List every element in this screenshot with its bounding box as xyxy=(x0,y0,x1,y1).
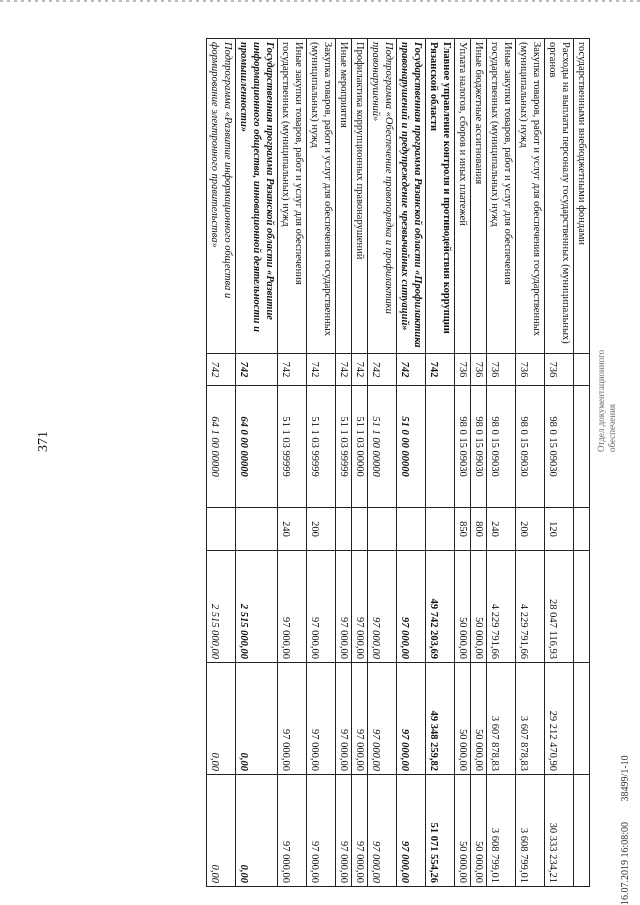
amount-year-2: 0,00 xyxy=(207,663,236,775)
expense-type-code: 200 xyxy=(516,508,545,551)
amount-year-2: 3 607 878,83 xyxy=(487,663,516,775)
target-article-code: 51 0 00 00000 xyxy=(397,386,426,508)
expense-type-code xyxy=(236,508,278,551)
amount-year-2: 3 607 878,83 xyxy=(516,663,545,775)
target-article-code: 98 0 15 09030 xyxy=(545,386,574,508)
department-stamp xyxy=(596,350,618,452)
row-name: Иные мероприятия xyxy=(336,39,352,354)
department-code: 742 xyxy=(336,354,352,386)
amount-year-1: 50 000,00 xyxy=(455,551,471,663)
amount-year-3: 0,00 xyxy=(236,775,278,887)
amount-year-1: 4 229 791,66 xyxy=(487,551,516,663)
table-row xyxy=(336,39,352,887)
amount-year-2: 49 348 259,82 xyxy=(426,663,455,775)
amount-year-2: 50 000,00 xyxy=(471,663,487,775)
expense-type-code xyxy=(574,508,590,551)
department-code: 742 xyxy=(207,354,236,386)
target-article-code: 98 0 15 09030 xyxy=(471,386,487,508)
target-article-code: 98 0 15 09030 xyxy=(487,386,516,508)
amount-year-1: 97 000,00 xyxy=(307,551,336,663)
table-row xyxy=(368,39,397,887)
amount-year-2: 97 000,00 xyxy=(352,663,368,775)
target-article-code xyxy=(574,386,590,508)
target-article-code: 51 1 03 99999 xyxy=(278,386,307,508)
amount-year-2: 97 000,00 xyxy=(397,663,426,775)
expense-type-code: 200 xyxy=(307,508,336,551)
table-row xyxy=(574,39,590,887)
table-row xyxy=(471,39,487,887)
page-number: 371 xyxy=(36,431,51,452)
amount-year-2: 29 212 470,90 xyxy=(545,663,574,775)
row-name: Иные бюджетные ассигнования xyxy=(471,39,487,354)
target-article-code: 51 1 03 99999 xyxy=(307,386,336,508)
amount-year-3 xyxy=(574,775,590,887)
amount-year-1 xyxy=(574,551,590,663)
amount-year-1: 2 515 000,00 xyxy=(207,551,236,663)
document-id: 38499/1-10 xyxy=(620,755,631,802)
row-name: Главное управление контроля и противодействия коррупции Рязанской области xyxy=(426,39,455,354)
target-article-code: 51 1 03 00000 xyxy=(352,386,368,508)
amount-year-3: 97 000,00 xyxy=(278,775,307,887)
department-code: 736 xyxy=(487,354,516,386)
expense-type-code: 120 xyxy=(545,508,574,551)
table-row xyxy=(352,39,368,887)
expense-type-code: 240 xyxy=(278,508,307,551)
print-footer xyxy=(620,737,631,905)
row-name: Государственная программа Рязанской области «Развитие информационного общества, инновационной деятельности и промышленности» xyxy=(236,39,278,354)
row-name: Профилактика коррупционных правонарушений xyxy=(352,39,368,354)
amount-year-1: 50 000,00 xyxy=(471,551,487,663)
amount-year-1: 28 047 116,93 xyxy=(545,551,574,663)
amount-year-3: 3 608 799,01 xyxy=(487,775,516,887)
row-name: Государственная программа Рязанской области «Профилактика правонарушений и предупреждение чрезвычайных ситуаций» xyxy=(397,39,426,354)
table-row xyxy=(426,39,455,887)
amount-year-3: 97 000,00 xyxy=(397,775,426,887)
amount-year-2: 0,00 xyxy=(236,663,278,775)
table-row xyxy=(455,39,471,887)
expense-type-code: 850 xyxy=(455,508,471,551)
department-code: 742 xyxy=(426,354,455,386)
department-code: 742 xyxy=(236,354,278,386)
amount-year-2: 97 000,00 xyxy=(336,663,352,775)
amount-year-2 xyxy=(574,663,590,775)
expense-type-code xyxy=(426,508,455,551)
amount-year-1: 49 742 203,69 xyxy=(426,551,455,663)
table-row xyxy=(278,39,307,887)
row-name: Подпрограмма «Развитие информационного общества и формирование электронного правительства» xyxy=(207,39,236,354)
department-code: 742 xyxy=(397,354,426,386)
budget-table xyxy=(206,38,590,887)
row-name: Иные закупки товаров, работ и услуг для обеспечения государственных (муниципальных) нужд xyxy=(487,39,516,354)
amount-year-3: 30 333 234,21 xyxy=(545,775,574,887)
department-code: 736 xyxy=(455,354,471,386)
budget-table-container xyxy=(80,38,590,886)
target-article-code: 98 0 15 09030 xyxy=(516,386,545,508)
department-code: 742 xyxy=(368,354,397,386)
row-name: Закупка товаров, работ и услуг для обеспечения государственных (муниципальных) нужд xyxy=(307,39,336,354)
amount-year-2: 97 000,00 xyxy=(278,663,307,775)
row-name: Уплата налогов, сборов и иных платежей xyxy=(455,39,471,354)
department-code: 736 xyxy=(516,354,545,386)
row-name: Иные закупки товаров, работ и услуг для обеспечения государственных (муниципальных) нужд xyxy=(278,39,307,354)
print-datetime: 16.07.2019 16:08:00 xyxy=(620,821,631,905)
row-name: государственными внебюджетными фондами xyxy=(574,39,590,354)
amount-year-2: 50 000,00 xyxy=(455,663,471,775)
amount-year-1: 97 000,00 xyxy=(397,551,426,663)
amount-year-2: 97 000,00 xyxy=(368,663,397,775)
table-row xyxy=(236,39,278,887)
amount-year-3: 51 071 554,26 xyxy=(426,775,455,887)
scan-artifact-line xyxy=(0,0,640,2)
expense-type-code: 240 xyxy=(487,508,516,551)
department-code: 742 xyxy=(352,354,368,386)
department-code: 736 xyxy=(471,354,487,386)
department-code: 736 xyxy=(545,354,574,386)
amount-year-1: 97 000,00 xyxy=(368,551,397,663)
amount-year-3: 97 000,00 xyxy=(368,775,397,887)
department-code: 742 xyxy=(307,354,336,386)
table-row xyxy=(545,39,574,887)
amount-year-3: 3 608 799,01 xyxy=(516,775,545,887)
expense-type-code: 800 xyxy=(471,508,487,551)
table-row xyxy=(516,39,545,887)
department-code xyxy=(574,354,590,386)
expense-type-code xyxy=(352,508,368,551)
amount-year-1: 2 515 000,00 xyxy=(236,551,278,663)
expense-type-code xyxy=(207,508,236,551)
stamp-line-1: Отдел документационного xyxy=(596,349,606,452)
target-article-code: 51 1 03 99999 xyxy=(336,386,352,508)
table-row xyxy=(207,39,236,887)
amount-year-3: 97 000,00 xyxy=(336,775,352,887)
amount-year-3: 97 000,00 xyxy=(307,775,336,887)
target-article-code: 64 1 00 00000 xyxy=(207,386,236,508)
amount-year-1: 4 229 791,66 xyxy=(516,551,545,663)
table-row xyxy=(487,39,516,887)
amount-year-3: 97 000,00 xyxy=(352,775,368,887)
table-row xyxy=(307,39,336,887)
target-article-code xyxy=(426,386,455,508)
expense-type-code xyxy=(368,508,397,551)
target-article-code: 98 0 15 09030 xyxy=(455,386,471,508)
amount-year-1: 97 000,00 xyxy=(336,551,352,663)
table-row xyxy=(397,39,426,887)
department-code: 742 xyxy=(278,354,307,386)
amount-year-2: 97 000,00 xyxy=(307,663,336,775)
expense-type-code xyxy=(336,508,352,551)
row-name: Закупка товаров, работ и услуг для обеспечения государственных (муниципальных) нужд xyxy=(516,39,545,354)
amount-year-3: 0,00 xyxy=(207,775,236,887)
expense-type-code xyxy=(397,508,426,551)
amount-year-3: 50 000,00 xyxy=(455,775,471,887)
budget-table-body xyxy=(207,39,590,887)
row-name: Расходы на выплаты персоналу государственных (муниципальных) органов xyxy=(545,39,574,354)
amount-year-1: 97 000,00 xyxy=(278,551,307,663)
target-article-code: 64 0 00 00000 xyxy=(236,386,278,508)
amount-year-1: 97 000,00 xyxy=(352,551,368,663)
target-article-code: 51 1 00 00000 xyxy=(368,386,397,508)
stamp-line-2: обеспечения xyxy=(607,403,617,452)
amount-year-3: 50 000,00 xyxy=(471,775,487,887)
row-name: Подпрограмма «Обеспечение правопорядка и профилактики правонарушений» xyxy=(368,39,397,354)
